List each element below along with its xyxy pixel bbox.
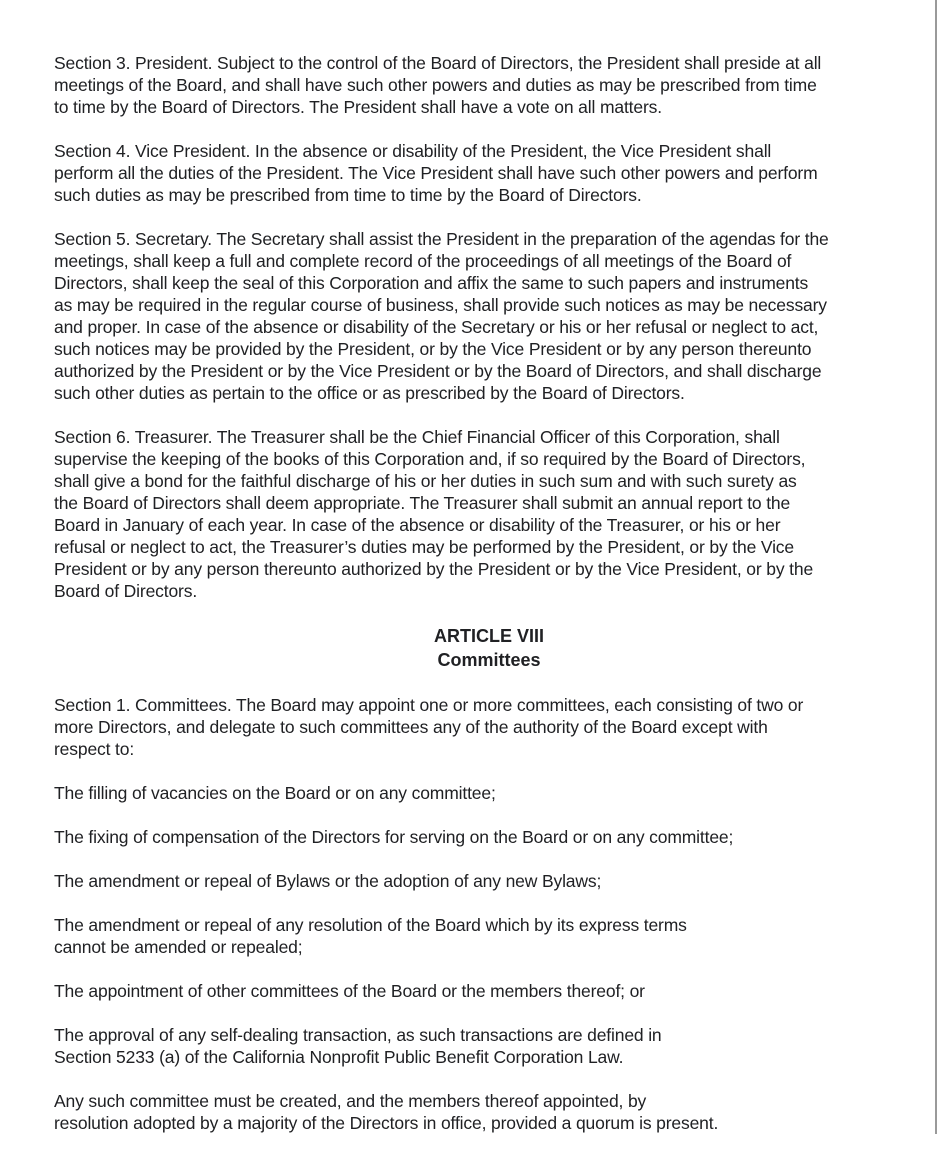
text-line: as may be required in the regular course of business, shall provide such notices as may be necessary [54, 295, 827, 315]
paragraph [54, 826, 924, 848]
paragraph [54, 426, 924, 602]
text-line: meetings, shall keep a full and complete record of the proceedings of all meetings of the Board of [54, 251, 792, 271]
paragraph [54, 980, 924, 1002]
text-line: The filling of vacancies on the Board or on any committee; [54, 783, 496, 803]
text-line: Directors, shall keep the seal of this Corporation and affix the same to such papers and instruments [54, 273, 809, 293]
text-line: Section 5. Secretary. The Secretary shall assist the President in the preparation of the agendas for the [54, 229, 829, 249]
text-line: The amendment or repeal of any resolution of the Board which by its express terms [54, 915, 687, 935]
text-line: Board in January of each year. In case of the absence or disability of the Treasurer, or his or her [54, 515, 781, 535]
text-line: Board of Directors. [54, 581, 198, 601]
text-line: and proper. In case of the absence or disability of the Secretary or his or her refusal or neglect to act, [54, 317, 819, 337]
text-line: such duties as may be prescribed from time to time by the Board of Directors. [54, 185, 642, 205]
paragraph [54, 914, 924, 958]
text-line: Any such committee must be created, and the members thereof appointed, by [54, 1091, 647, 1111]
paragraph [54, 782, 924, 804]
paragraph [54, 1024, 924, 1068]
text-line: Section 1. Committees. The Board may appoint one or more committees, each consisting of two or [54, 695, 804, 715]
text-line: The amendment or repeal of Bylaws or the adoption of any new Bylaws; [54, 871, 602, 891]
text-line: Section 3. President. Subject to the control of the Board of Directors, the President shall preside at all [54, 53, 822, 73]
article-title: Committees [437, 650, 541, 670]
text-line: President or by any person thereunto authorized by the President or by the Vice President, or by the [54, 559, 814, 579]
text-line: cannot be amended or repealed; [54, 937, 303, 957]
text-line: the Board of Directors shall deem appropriate. The Treasurer shall submit an annual report to the [54, 493, 791, 513]
text-line: The approval of any self-dealing transaction, as such transactions are defined in [54, 1025, 662, 1045]
article-heading [54, 624, 924, 672]
text-line: The appointment of other committees of the Board or the members thereof; or [54, 981, 645, 1001]
text-line: The fixing of compensation of the Directors for serving on the Board or on any committee; [54, 827, 734, 847]
text-line: such notices may be provided by the President, or by the Vice President or by any person thereunto [54, 339, 812, 359]
paragraph [54, 228, 924, 404]
article-number: ARTICLE VIII [433, 626, 544, 646]
text-line: refusal or neglect to act, the Treasurer’s duties may be performed by the President, or by the Vice [54, 537, 794, 557]
text-line: Section 6. Treasurer. The Treasurer shall be the Chief Financial Officer of this Corporation, shall [54, 427, 780, 447]
text-line: authorized by the President or by the Vice President or by the Board of Directors, and shall discharge [54, 361, 822, 381]
text-line: supervise the keeping of the books of this Corporation and, if so required by the Board of Directors, [54, 449, 806, 469]
text-line: Section 4. Vice President. In the absence or disability of the President, the Vice President shall [54, 141, 772, 161]
document-body [54, 52, 924, 1156]
paragraph [54, 140, 924, 206]
page-edge-divider [935, 0, 937, 1134]
text-line: to time by the Board of Directors. The President shall have a vote on all matters. [54, 97, 662, 117]
text-line: more Directors, and delegate to such committees any of the authority of the Board except with [54, 717, 768, 737]
text-line: perform all the duties of the President. The Vice President shall have such other powers and perform [54, 163, 818, 183]
text-line: respect to: [54, 739, 135, 759]
text-line: shall give a bond for the faithful discharge of his or her duties in such sum and with such surety as [54, 471, 797, 491]
text-line: such other duties as pertain to the office or as prescribed by the Board of Directors. [54, 383, 685, 403]
text-line: Section 5233 (a) of the California Nonprofit Public Benefit Corporation Law. [54, 1047, 624, 1067]
paragraph [54, 1090, 924, 1134]
paragraph [54, 52, 924, 118]
paragraph [54, 694, 924, 760]
text-line: meetings of the Board, and shall have such other powers and duties as may be prescribed from time [54, 75, 817, 95]
paragraph [54, 870, 924, 892]
text-line: resolution adopted by a majority of the Directors in office, provided a quorum is present. [54, 1113, 719, 1133]
